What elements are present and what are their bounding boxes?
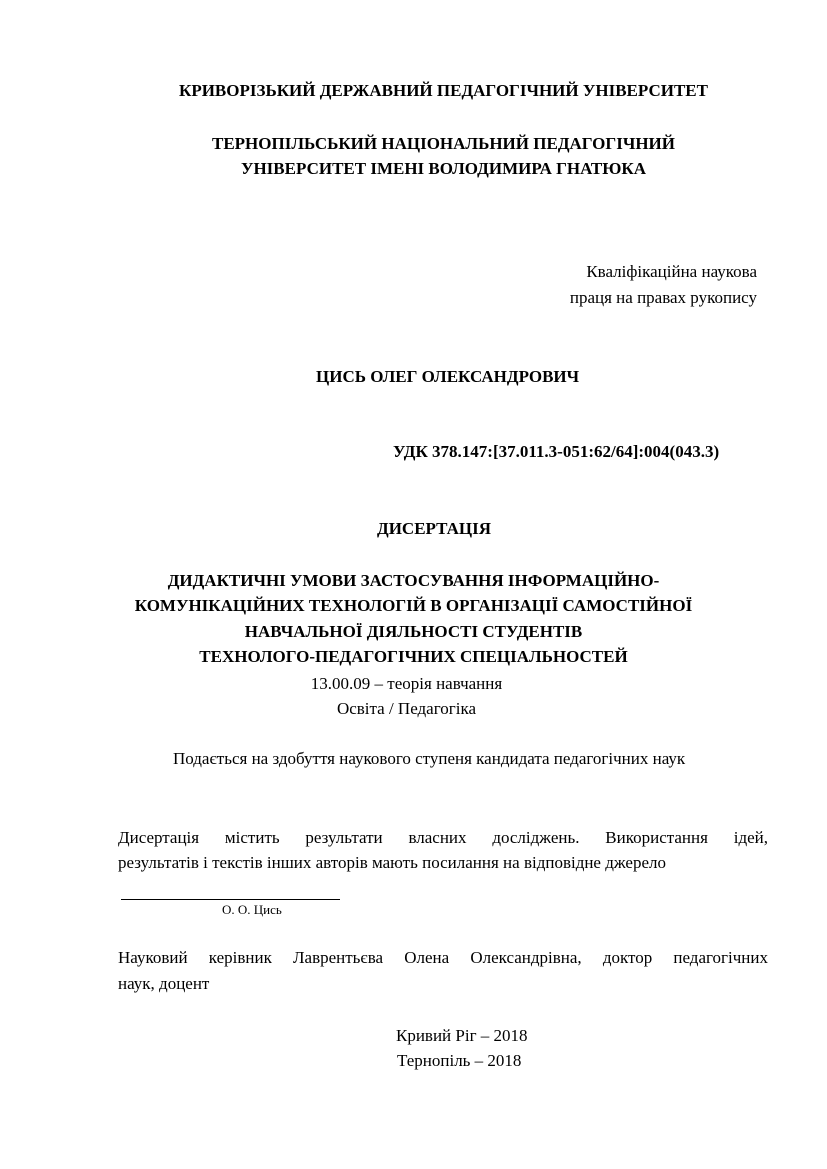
document-type: ДИСЕРТАЦІЯ: [377, 519, 492, 538]
place-year-line-1: Кривий Ріг – 2018: [396, 1026, 528, 1045]
author-name: ЦИСЬ ОЛЕГ ОЛЕКСАНДРОВИЧ: [316, 367, 580, 386]
dissertation-title-line-4: ТЕХНОЛОГО-ПЕДАГОГІЧНИХ СПЕЦІАЛЬНОСТЕЙ: [199, 647, 628, 666]
dissertation-title-line-3: НАВЧАЛЬНОЇ ДІЯЛЬНОСТІ СТУДЕНТІВ: [244, 622, 583, 641]
specialty-code: 13.00.09 – теорія навчання: [310, 674, 503, 693]
field-of-study: Освіта / Педагогіка: [336, 699, 477, 718]
originality-statement-line-2: результатів і текстів інших авторів мають посилання на відповідне джерело: [118, 853, 666, 872]
dissertation-title-line-1: ДИДАКТИЧНІ УМОВИ ЗАСТОСУВАННЯ ІНФОРМАЦІЙНО-: [167, 571, 660, 590]
manuscript-note-line-1: Кваліфікаційна наукова: [586, 262, 757, 281]
university-name-1: КРИВОРІЗЬКИЙ ДЕРЖАВНИЙ ПЕДАГОГІЧНИЙ УНІВЕРСИТЕТ: [179, 81, 708, 100]
udc-code: УДК 378.147:[37.011.3-051:62/64]:004(043.3): [393, 442, 720, 461]
dissertation-title-line-2: КОМУНІКАЦІЙНИХ ТЕХНОЛОГІЙ В ОРГАНІЗАЦІЇ САМОСТІЙНОЇ: [134, 596, 693, 615]
manuscript-note-line-2: праця на правах рукопису: [569, 288, 757, 307]
university-name-2-line-1: ТЕРНОПІЛЬСЬКИЙ НАЦІОНАЛЬНИЙ ПЕДАГОГІЧНИЙ: [212, 134, 675, 153]
place-year-line-2: Тернопіль – 2018: [397, 1051, 522, 1070]
signature-name: О. О. Цись: [222, 902, 282, 917]
signature-line: [121, 899, 340, 900]
university-name-2-line-2: УНІВЕРСИТЕТ ІМЕНІ ВОЛОДИМИРА ГНАТЮКА: [240, 159, 647, 178]
supervisor-line-2: наук, доцент: [118, 974, 210, 993]
degree-note: Подається на здобуття наукового ступеня кандидата педагогічних наук: [173, 749, 686, 768]
originality-statement-line-1: Дисертація містить результати власних досліджень. Використання ідей,: [118, 828, 768, 847]
supervisor-line-1: Науковий керівник Лаврентьєва Олена Олександрівна, доктор педагогічних: [118, 948, 768, 967]
